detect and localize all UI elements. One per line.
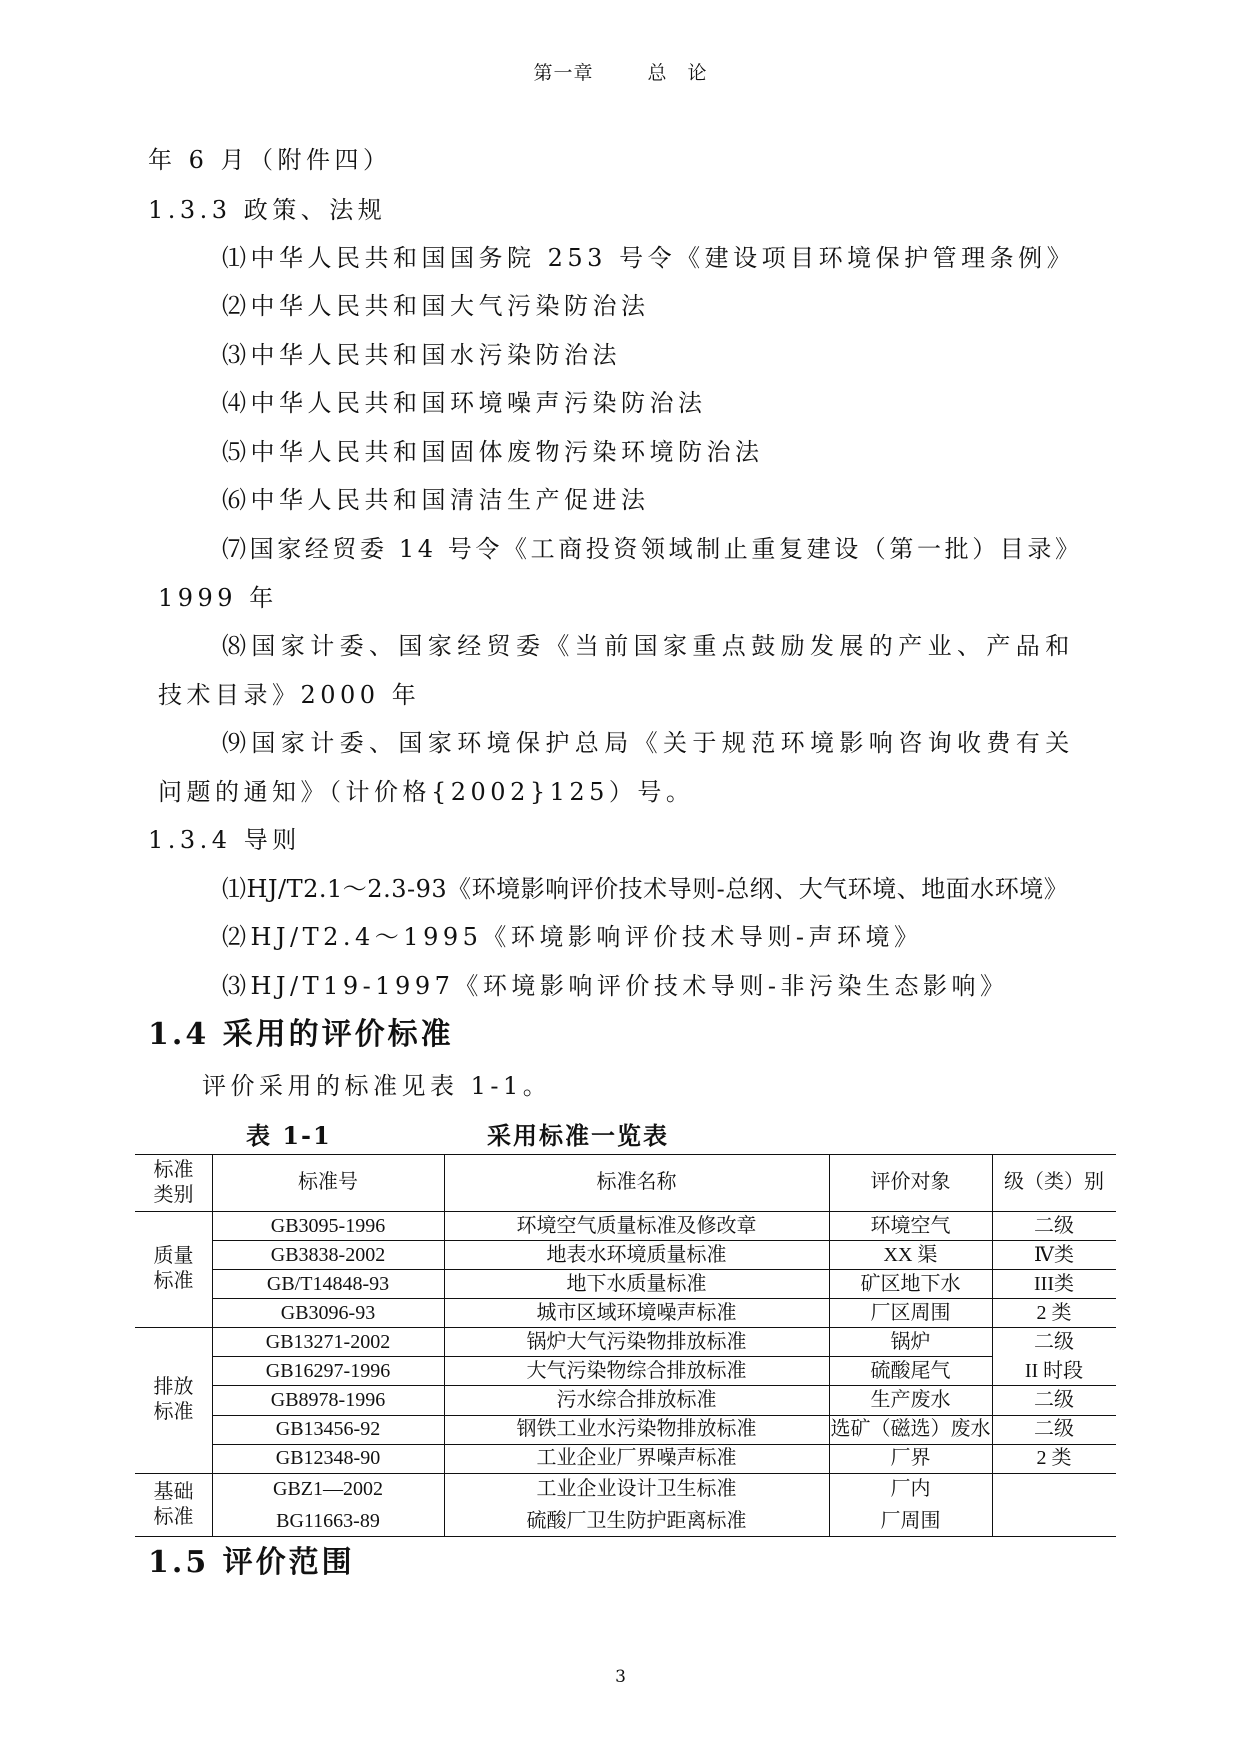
table-cell: 污水综合排放标准 — [556, 1388, 717, 1411]
list-item: ⑷中华人民共和国环境噪声污染防治法 — [222, 389, 707, 417]
table-cell: 厂周围 — [880, 1510, 941, 1532]
table-cell: 2 类 — [1036, 1301, 1072, 1324]
text-line: 年 6 月（附件四） — [148, 146, 392, 174]
section-heading-1-5: 1.5 评价范围 — [148, 1545, 355, 1580]
table-cell: GB3096-93 — [280, 1301, 376, 1324]
list-item: ⑻国家计委、国家经贸委《当前国家重点鼓励发展的产业、产品和 — [222, 632, 1075, 660]
subsection-heading-1-3-3: 1.3.3 政策、法规 — [148, 196, 387, 224]
table-cell: 2 类 — [1036, 1447, 1072, 1470]
table-header-cell: 标准 类别 — [153, 1158, 194, 1206]
list-item: ⑸中华人民共和国固体废物污染环境防治法 — [222, 438, 764, 466]
standards-table — [135, 1154, 1116, 1537]
subsection-heading-1-3-4: 1.3.4 导则 — [148, 826, 301, 854]
page-number: 3 — [615, 1667, 626, 1687]
list-item-continuation: 问题的通知》（计价格{2002}125）号。 — [158, 778, 695, 806]
table-cell: 二级 — [1034, 1388, 1074, 1411]
table-cell: GB12348-90 — [275, 1447, 381, 1470]
table-cell: 厂界 — [890, 1447, 931, 1470]
table-cell: GB3838-2002 — [270, 1243, 386, 1266]
table-cell: 二级 — [1034, 1330, 1074, 1353]
table-cell: 硫酸尾气 — [870, 1359, 951, 1382]
header-chapter: 第一章 — [533, 62, 594, 84]
table-cell: 地表水环境质量标准 — [546, 1243, 727, 1266]
table-category-cell: 排放 标准 — [153, 1376, 194, 1423]
table-title: 采用标准一览表 — [487, 1121, 669, 1150]
table-cell: XX 渠 — [883, 1243, 938, 1266]
table-cell: 锅炉 — [890, 1330, 931, 1353]
table-cell — [992, 1505, 1116, 1537]
table-cell: GB8978-1996 — [270, 1388, 386, 1411]
table-cell: 厂区周围 — [870, 1301, 951, 1324]
list-item: ⑹中华人民共和国清洁生产促进法 — [222, 486, 650, 514]
table-cell: 大气污染物综合排放标准 — [526, 1359, 747, 1382]
list-item: ⑴中华人民共和国国务院 253 号令《建设项目环境保护管理条例》 — [222, 244, 1076, 272]
table-cell: 二级 — [1034, 1418, 1074, 1441]
section-heading-1-4: 1.4 采用的评价标准 — [148, 1017, 454, 1052]
table-header-cell: 级（类）别 — [1004, 1171, 1104, 1193]
table-cell: III类 — [1034, 1272, 1074, 1295]
table-cell: 地下水质量标准 — [566, 1272, 707, 1295]
table-cell: GB3095-1996 — [270, 1214, 386, 1237]
table-cell: 选矿（磁选）废水 — [830, 1418, 991, 1441]
table-cell: GB13271-2002 — [265, 1330, 391, 1353]
table-cell: 环境空气 — [870, 1214, 951, 1237]
table-cell: 矿区地下水 — [860, 1272, 961, 1295]
table-cell: 硫酸厂卫生防护距离标准 — [526, 1510, 747, 1532]
table-cell: 二级 — [1034, 1214, 1074, 1237]
table-cell: 城市区域环境噪声标准 — [536, 1301, 737, 1324]
table-cell: II 时段 — [1024, 1359, 1084, 1382]
list-item: ⑵中华人民共和国大气污染防治法 — [222, 292, 650, 320]
table-cell: 工业企业设计卫生标准 — [536, 1478, 737, 1500]
list-item: ⑶中华人民共和国水污染防治法 — [222, 341, 621, 369]
table-cell: GB16297-1996 — [265, 1359, 391, 1382]
table-header-cell: 标准名称 — [596, 1171, 677, 1193]
list-item: ⑵HJ/T2.4～1995《环境影响评价技术导则-声环境》 — [222, 923, 923, 951]
list-item: ⑶HJ/T19-1997《环境影响评价技术导则-非污染生态影响》 — [222, 972, 1009, 1000]
list-item-continuation: 1999 年 — [158, 584, 278, 612]
list-item-continuation: 技术目录》2000 年 — [158, 681, 421, 709]
table-cell: GBZ1—2002 — [273, 1478, 383, 1500]
table-cell: Ⅳ类 — [1034, 1243, 1074, 1266]
list-item: ⑴HJ/T2.1～2.3-93《环境影响评价技术导则-总纲、大气环境、地面水环境》 — [222, 875, 1069, 903]
table-number: 表 1-1 — [246, 1121, 332, 1150]
list-item: ⑼国家计委、国家环境保护总局《关于规范环境影响咨询收费有关 — [222, 729, 1075, 757]
table-cell: 锅炉大气污染物排放标准 — [526, 1330, 747, 1353]
table-cell: 厂内 — [890, 1478, 931, 1500]
table-cell: BG11663-89 — [276, 1510, 380, 1532]
table-intro: 评价采用的标准见表 1-1。 — [202, 1072, 552, 1100]
table-cell: 环境空气质量标准及修改章 — [516, 1214, 757, 1237]
page-header — [0, 58, 1241, 85]
table-category-cell: 基础 标准 — [153, 1481, 194, 1528]
table-cell: GB13456-92 — [275, 1418, 381, 1441]
table-cell: 生产废水 — [870, 1388, 951, 1411]
list-item: ⑺国家经贸委 14 号令《工商投资领域制止重复建设（第一批）目录》 — [222, 535, 1083, 563]
table-cell: 工业企业厂界噪声标准 — [536, 1447, 737, 1470]
header-title: 总 论 — [647, 62, 708, 84]
table-header-cell: 评价对象 — [870, 1171, 951, 1193]
table-category-cell: 质量 标准 — [153, 1245, 194, 1292]
table-cell: GB/T14848-93 — [266, 1272, 390, 1295]
table-cell: 钢铁工业水污染物排放标准 — [516, 1418, 757, 1441]
table-cell — [992, 1473, 1116, 1505]
table-header-cell: 标准号 — [298, 1171, 358, 1193]
